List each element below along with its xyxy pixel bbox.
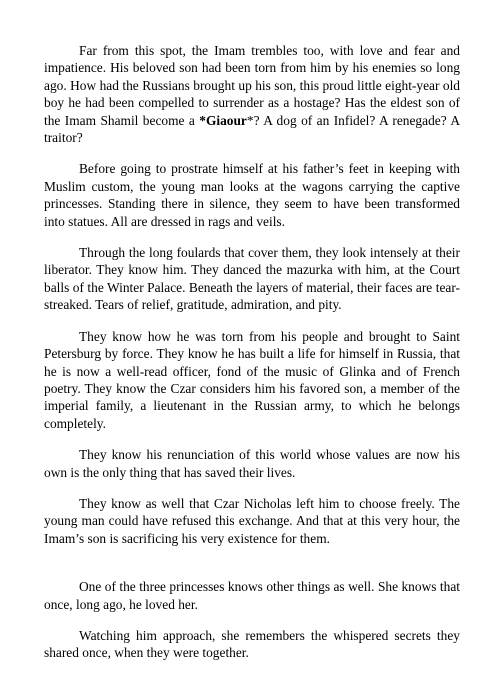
paragraph-4: They know how he was torn from his people and brought to Saint Petersburg by force. They know he has built a life for himself in Russia, that he is now a well-read officer, fond of the music of Glinka and of French poetry. They know the Czar considers him his favored son, a member of the imperial family, a lieutenant in the Russian army, to which he belongs completely. bbox=[44, 328, 460, 431]
paragraph-gap bbox=[44, 432, 460, 446]
paragraph-1-text-end: *? A dog of an Infidel? A renegade? A traitor? bbox=[44, 112, 461, 146]
paragraph-6: They know as well that Czar Nicholas left him to choose freely. The young man could have refused this exchange. And that at this very hour, the Imam’s son is sacrificing his very existence for them. bbox=[44, 495, 460, 546]
paragraph-gap bbox=[44, 146, 460, 160]
paragraph-8: Watching him approach, she remembers the whispered secrets they shared once, when they were together. bbox=[44, 627, 460, 661]
section-gap bbox=[44, 547, 460, 578]
paragraph-5: They know his renunciation of this world whose values are now his own is the only thing that has saved their lives. bbox=[44, 447, 460, 480]
giaour-term: *Giaour bbox=[199, 112, 247, 128]
paragraph-1-text-start: Far from this spot, the Imam trembles too, with love and fear and impatience. His beloved son had been torn from him by his enemies so long ago. How had the Russians brought up his son, this proud little eight-year old boy he had been compelled to surrender as a hostage? Has the eldest son of the Imam Shamil become a bbox=[44, 43, 460, 128]
paragraph-3: Through the long foulards that cover them, they look intensely at their liberator. They know him. They danced the mazurka with him, at the Court balls of the Winter Palace. Beneath the layers of material, their faces are tear-streaked. Tears of relief, gratitude, admiration, and pity. bbox=[44, 245, 460, 313]
paragraph-gap bbox=[44, 230, 460, 244]
document-page bbox=[44, 42, 460, 662]
paragraph-7: One of the three princesses knows other things as well. She knows that once, long ago, he loved her. bbox=[44, 579, 460, 612]
paragraph-gap bbox=[44, 481, 460, 495]
paragraph-2: Before going to prostrate himself at his father’s feet in keeping with Muslim custom, the young man looks at the wagons carrying the captive princesses. Standing there in silence, they seem to have been transformed into statues. All are dressed in rags and veils. bbox=[44, 161, 460, 229]
paragraph-gap bbox=[44, 314, 460, 328]
paragraph-1 bbox=[44, 42, 460, 146]
paragraph-gap bbox=[44, 613, 460, 627]
